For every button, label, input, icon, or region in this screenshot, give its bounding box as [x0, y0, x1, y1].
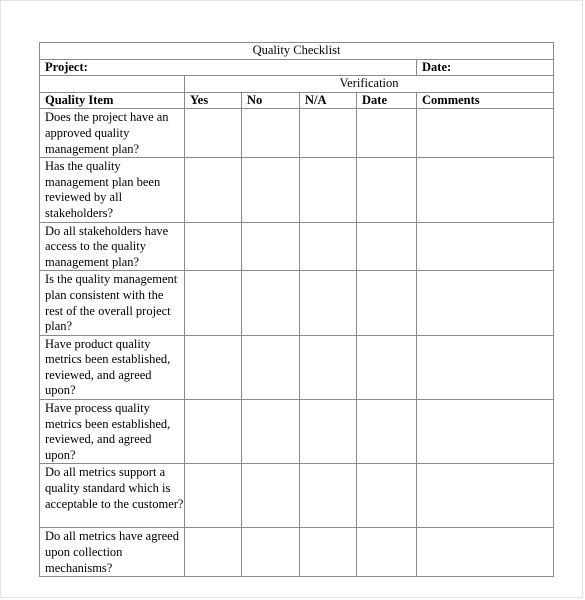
quality-item-text: Have process quality metrics been established, reviewed, and agreed upon? [40, 400, 185, 464]
comments-cell [417, 109, 554, 158]
yes-cell [185, 158, 242, 222]
comments-cell [417, 464, 554, 528]
quality-item-text: Do all stakeholders have access to the quality management plan? [40, 222, 185, 271]
date-cell [357, 158, 417, 222]
na-cell [300, 158, 357, 222]
na-cell [300, 528, 357, 577]
comments-cell [417, 271, 554, 335]
yes-cell [185, 400, 242, 464]
na-cell [300, 222, 357, 271]
table-row [40, 464, 554, 528]
na-cell [300, 109, 357, 158]
table-row [40, 271, 554, 335]
table-row [40, 109, 554, 158]
yes-cell [185, 464, 242, 528]
table-row [40, 335, 554, 399]
quality-item-text: Do all metrics support a quality standard which is acceptable to the customer? [40, 464, 185, 528]
column-header-comments: Comments [417, 92, 554, 109]
no-cell [242, 400, 300, 464]
date-cell [357, 271, 417, 335]
column-header-no: No [242, 92, 300, 109]
quality-item-text: Is the quality management plan consistent with the rest of the overall project plan? [40, 271, 185, 335]
comments-cell [417, 158, 554, 222]
no-cell [242, 109, 300, 158]
quality-item-text: Do all metrics have agreed upon collection mechanisms? [40, 528, 185, 577]
checklist-title: Quality Checklist [40, 43, 554, 60]
project-label: Project: [40, 59, 417, 76]
column-header-quality-item: Quality Item [40, 92, 185, 109]
comments-cell [417, 400, 554, 464]
blank-header-cell [40, 76, 185, 93]
table-row [40, 158, 554, 222]
quality-checklist-table [39, 42, 554, 577]
no-cell [242, 222, 300, 271]
quality-item-text: Does the project have an approved quality management plan? [40, 109, 185, 158]
quality-item-text: Has the quality management plan been reviewed by all stakeholders? [40, 158, 185, 222]
column-header-yes: Yes [185, 92, 242, 109]
table-row [40, 528, 554, 577]
quality-item-text: Have product quality metrics been established, reviewed, and agreed upon? [40, 335, 185, 399]
table-row [40, 222, 554, 271]
na-cell [300, 400, 357, 464]
date-cell [357, 109, 417, 158]
na-cell [300, 464, 357, 528]
date-cell [357, 400, 417, 464]
date-cell [357, 528, 417, 577]
no-cell [242, 528, 300, 577]
na-cell [300, 335, 357, 399]
table-row [40, 400, 554, 464]
column-header-date: Date [357, 92, 417, 109]
no-cell [242, 464, 300, 528]
verification-header: Verification [185, 76, 554, 93]
yes-cell [185, 335, 242, 399]
date-label: Date: [417, 59, 554, 76]
date-cell [357, 222, 417, 271]
no-cell [242, 271, 300, 335]
column-header-na: N/A [300, 92, 357, 109]
yes-cell [185, 271, 242, 335]
comments-cell [417, 222, 554, 271]
yes-cell [185, 528, 242, 577]
comments-cell [417, 528, 554, 577]
date-cell [357, 335, 417, 399]
date-cell [357, 464, 417, 528]
na-cell [300, 271, 357, 335]
no-cell [242, 158, 300, 222]
comments-cell [417, 335, 554, 399]
yes-cell [185, 222, 242, 271]
yes-cell [185, 109, 242, 158]
no-cell [242, 335, 300, 399]
